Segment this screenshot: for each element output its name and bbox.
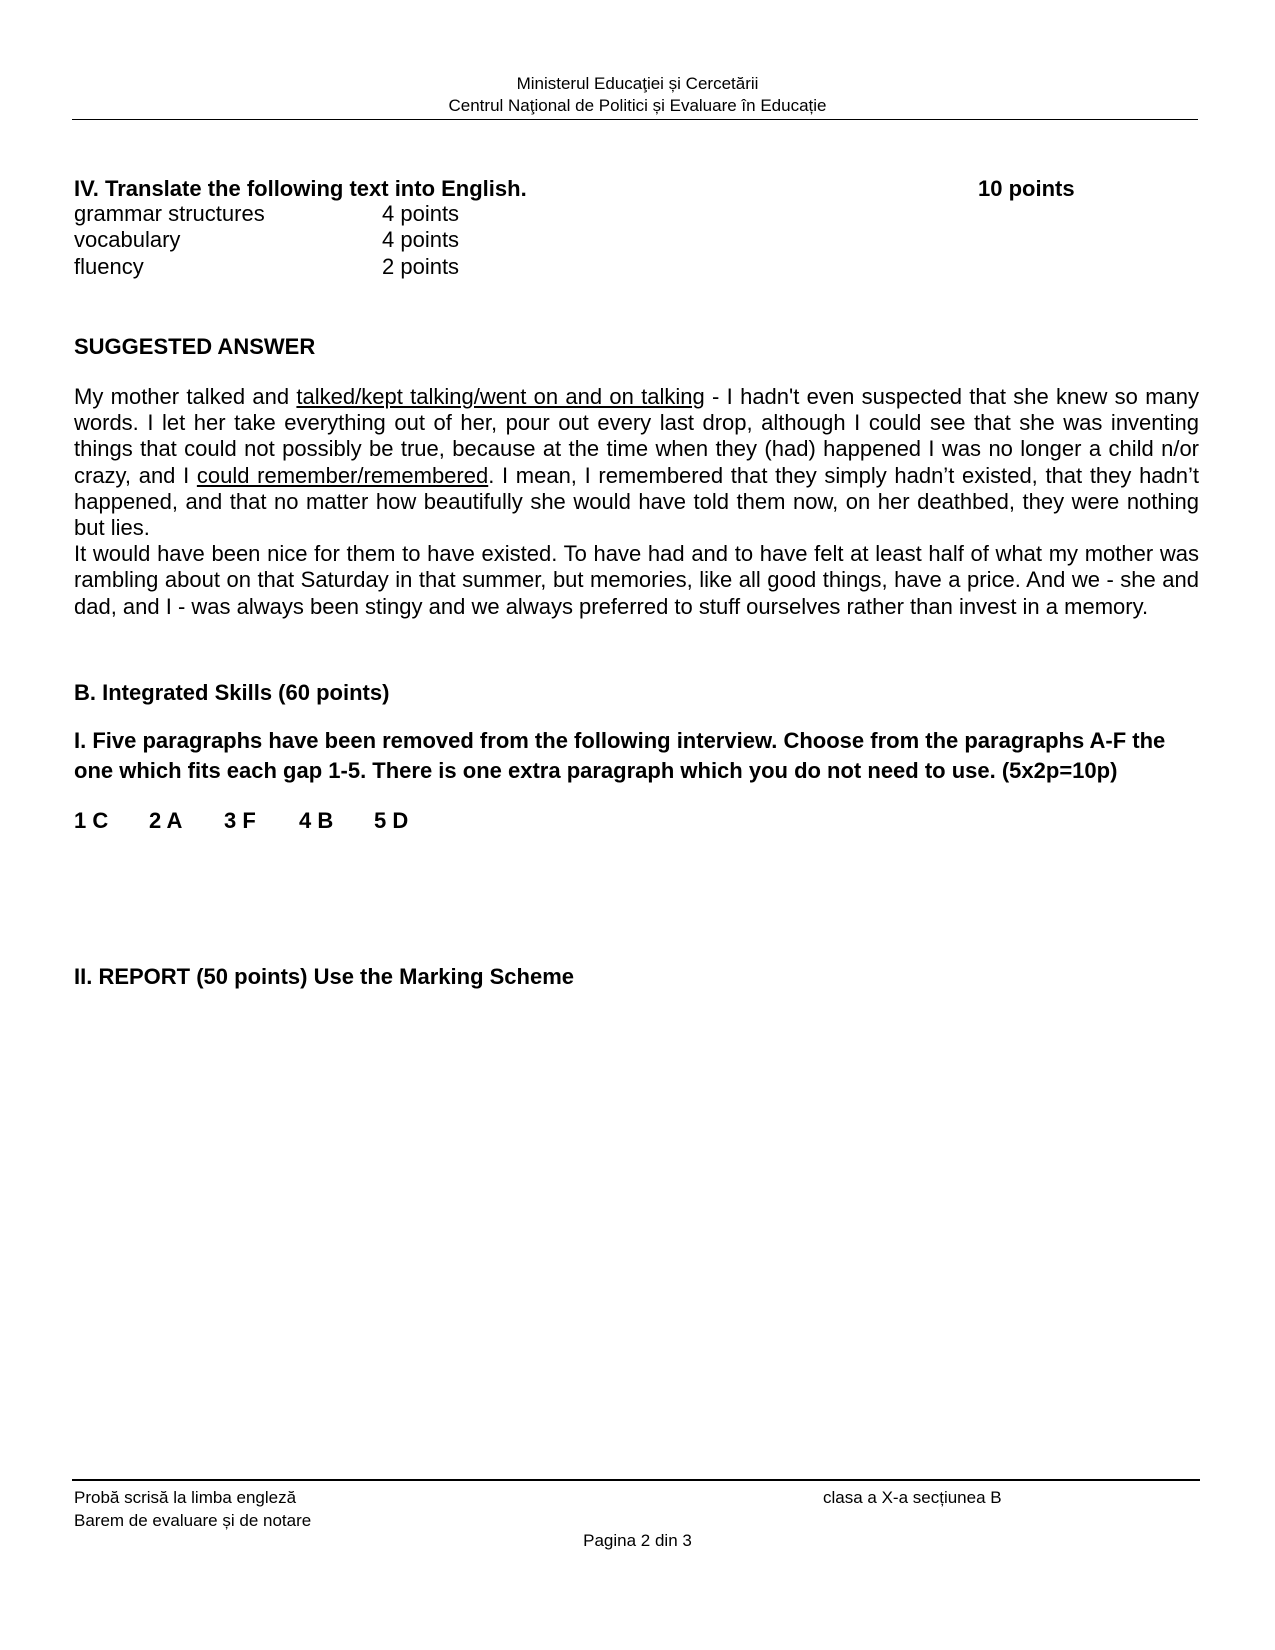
footer-class: clasa a X-a secțiunea B bbox=[823, 1488, 1002, 1507]
answer-text: - I hadn't even suspected that she knew so many words. I let her take everything out of her, pour out every last drop, although I could see that she was inventing things that could not possibly be true, because at the time when they (had) happened I was no longer a child n/or crazy, and I bbox=[74, 384, 1199, 488]
task-1-instructions bbox=[74, 728, 1199, 784]
footer-rule bbox=[72, 1479, 1200, 1481]
criterion-points: 4 points bbox=[382, 227, 460, 252]
section-iv-title: IV. Translate the following text into English. bbox=[74, 176, 527, 201]
answer-paragraph-2: It would have been nice for them to have existed. To have had and to have felt at least half of what my mother was rambling about on that Saturday in that summer, but memories, like all good things, have a price. And we - she and dad, and I - was always been stingy and we always preferred to stuff ourselves rather than invest in a memory. bbox=[74, 541, 1199, 619]
header-center: Centrul Naţional de Politici și Evaluare în Educație bbox=[448, 96, 827, 115]
criterion-label: vocabulary bbox=[74, 227, 181, 252]
section-b-title: B. Integrated Skills (60 points) bbox=[74, 680, 390, 705]
answer-underlined-variant: could remember/remembered bbox=[196, 462, 489, 488]
criterion-label: grammar structures bbox=[74, 201, 265, 226]
suggested-answer-text bbox=[74, 384, 1199, 620]
footer-exam-name: Probă scrisă la limba engleză bbox=[74, 1488, 297, 1507]
task-1-line: I. Five paragraphs have been removed from the following interview. Choose from the paragraphs A-F the bbox=[74, 728, 1166, 753]
section-iv-points: 10 points bbox=[978, 176, 1075, 201]
suggested-answer-heading: SUGGESTED ANSWER bbox=[74, 334, 316, 359]
answer-key: 1 C bbox=[74, 808, 109, 833]
header-rule bbox=[72, 119, 1198, 120]
criterion-label: fluency bbox=[74, 254, 144, 279]
criterion-points: 4 points bbox=[382, 201, 460, 226]
answer-keys bbox=[74, 808, 449, 834]
criterion-row bbox=[74, 227, 459, 253]
criterion-row bbox=[74, 254, 459, 280]
answer-key: 5 D bbox=[374, 808, 409, 833]
answer-key: 3 F bbox=[224, 808, 256, 833]
answer-key: 4 B bbox=[299, 808, 334, 833]
page-number: Pagina 2 din 3 bbox=[583, 1531, 692, 1550]
criterion-row bbox=[74, 201, 459, 227]
task-1-line: one which fits each gap 1-5. There is one extra paragraph which you do not need to use. (5x2p=10p) bbox=[74, 758, 1118, 783]
answer-key: 2 A bbox=[149, 808, 183, 833]
footer-scheme-name: Barem de evaluare și de notare bbox=[74, 1511, 312, 1530]
criterion-points: 2 points bbox=[382, 254, 460, 279]
answer-text: . I mean, I remembered that they simply hadn’t existed, that they hadn’t happened, and that no matter how beautifully she would have told them now, on her deathbed, they were nothing but lies. bbox=[74, 462, 1200, 541]
answer-underlined-variant: talked/kept talking/went on and on talking bbox=[296, 384, 705, 409]
answer-paragraph-1 bbox=[74, 384, 1199, 541]
answer-text: My mother talked and bbox=[74, 384, 297, 409]
header-ministry: Ministerul Educaţiei și Cercetării bbox=[516, 74, 759, 93]
task-2-title: II. REPORT (50 points) Use the Marking Scheme bbox=[74, 964, 574, 989]
